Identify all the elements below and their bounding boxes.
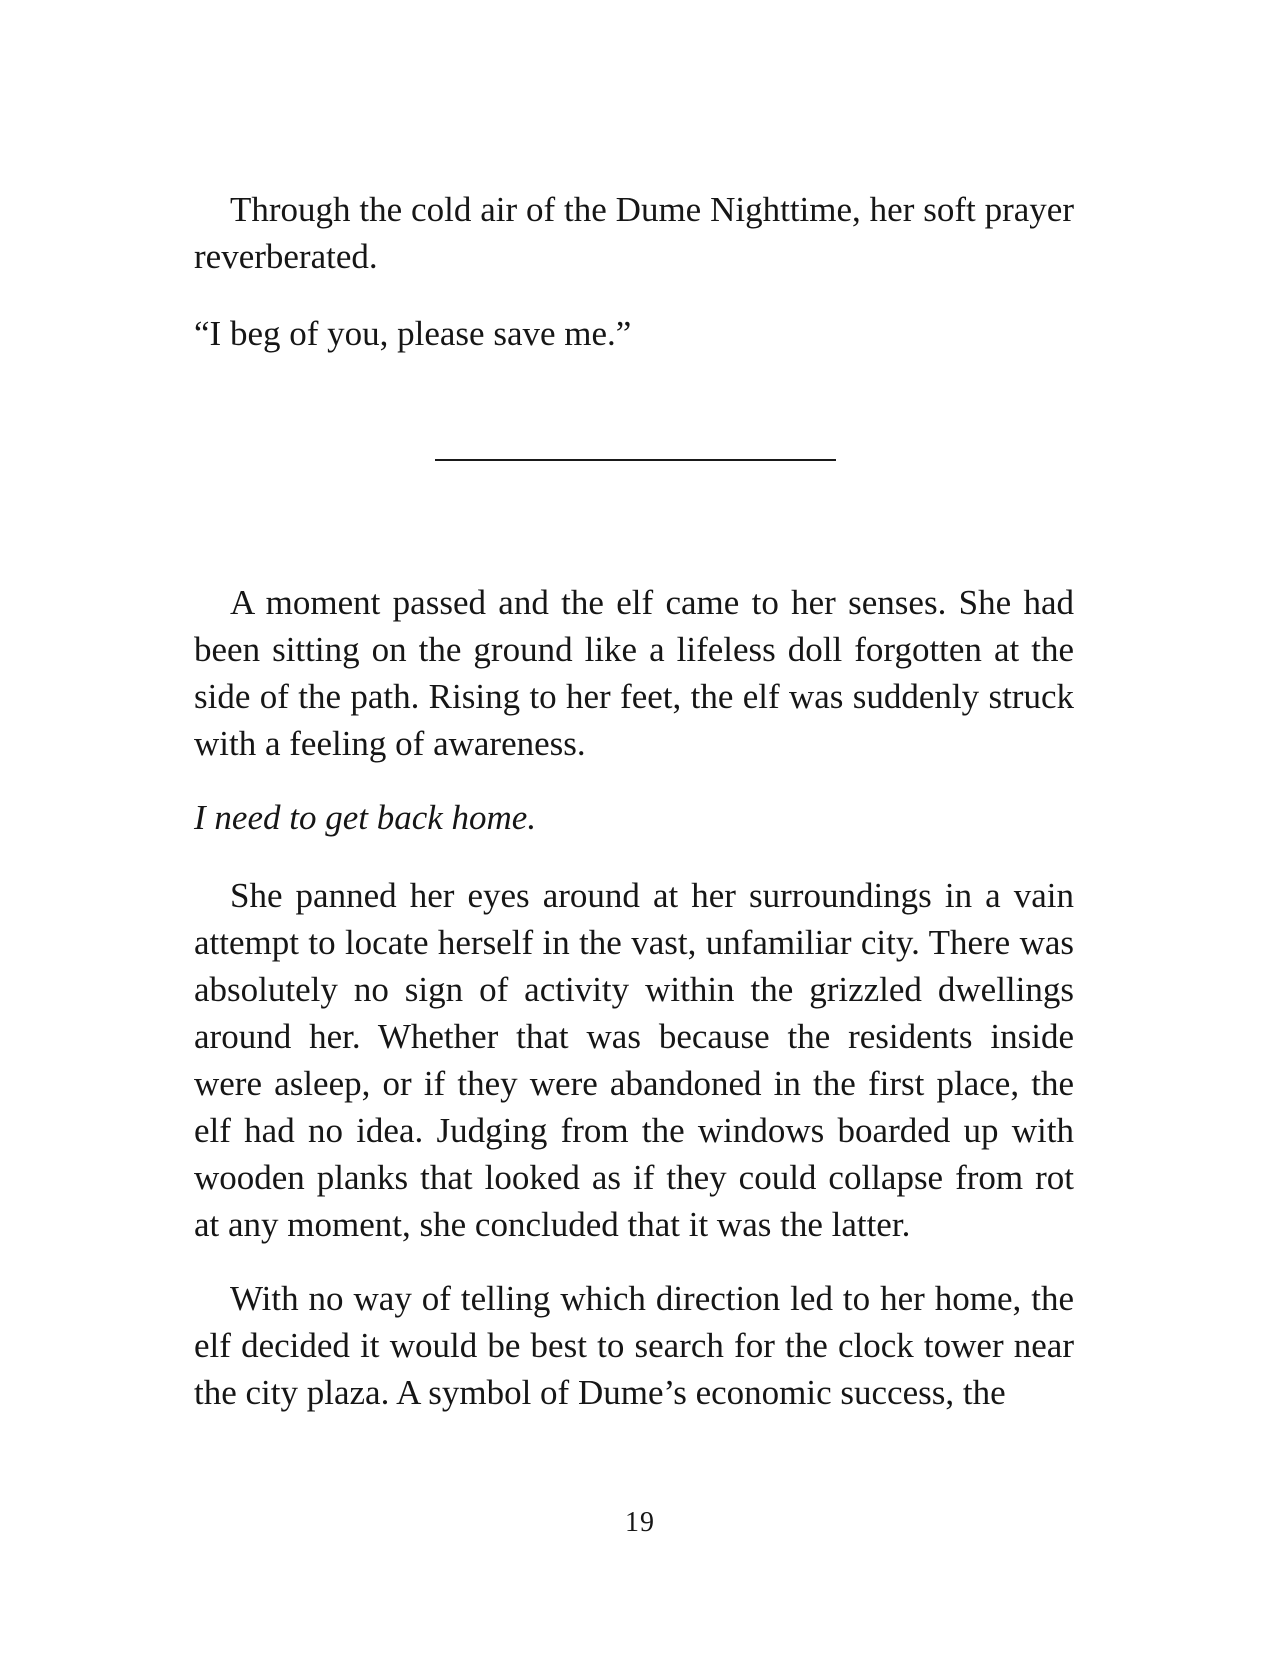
paragraph-awakening: A moment passed and the elf came to her senses. She had been sitting on the ground like a lifeless doll forgotten at the side of the path. Rising to her feet, the elf was suddenly struck with a feeling of awareness. bbox=[194, 583, 1074, 763]
paragraph-surroundings: She panned her eyes around at her surroundings in a vain attempt to locate herself in the vast, unfamiliar city. There was absolutely no sign of activity within the grizzled dwellings around her. Whether that was because the residents inside were asleep, or if they were abandoned in the first place, the elf had no idea. Judging from the windows boarded up with wooden planks that looked as if they could collapse from rot at any moment, she concluded that it was the latter. bbox=[194, 876, 1074, 1244]
paragraph-clock-tower: With no way of telling which direction led to her home, the elf decided it would be best to search for the clock tower near the city plaza. A symbol of Dume’s economic success, the bbox=[194, 1279, 1074, 1412]
paragraph-prayer: Through the cold air of the Dume Nighttime, her soft prayer reverberated. bbox=[194, 190, 1074, 276]
paragraph-inner-thought: I need to get back home. bbox=[194, 798, 537, 837]
paragraph-dialogue: “I beg of you, please save me.” bbox=[194, 314, 632, 353]
section-divider bbox=[435, 459, 836, 461]
page-number: 19 bbox=[625, 1507, 655, 1538]
